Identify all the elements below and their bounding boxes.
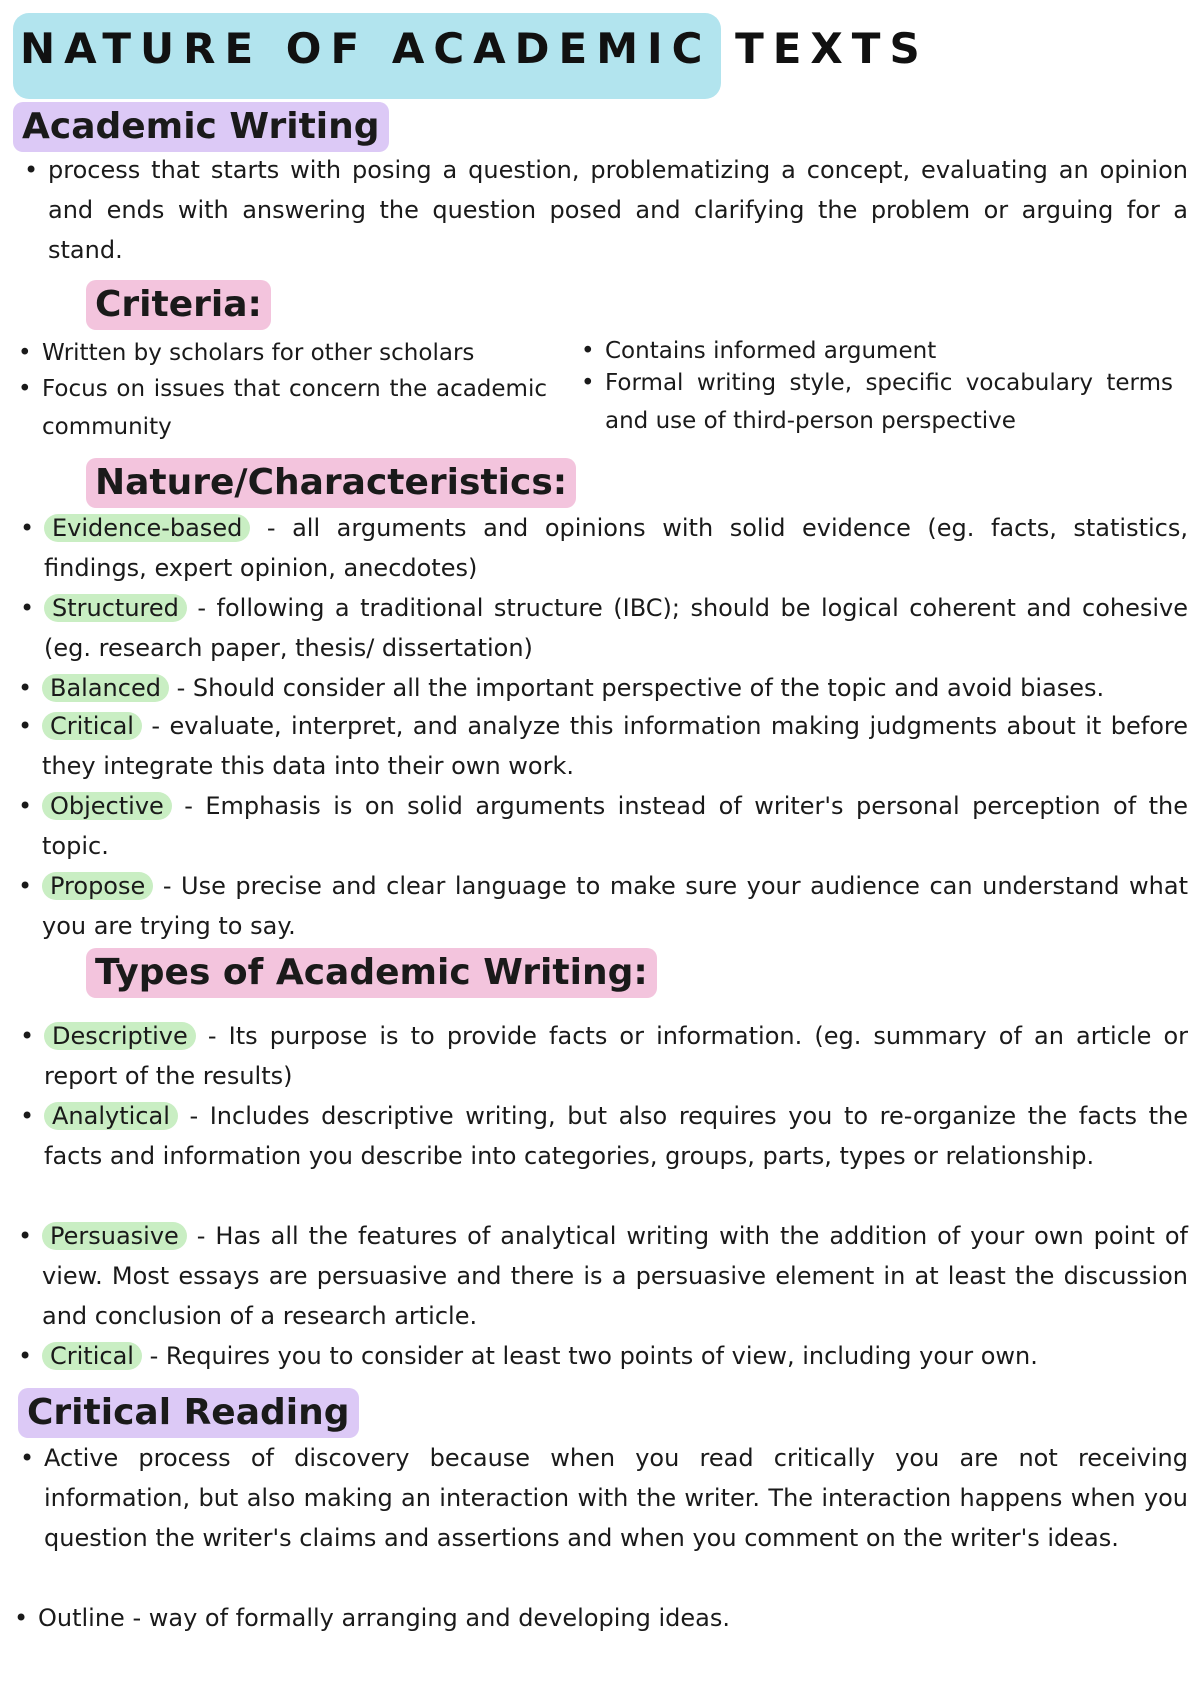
bullet-icon: • <box>581 370 595 396</box>
criteria-text: Contains informed argument <box>605 338 937 364</box>
item-description: - all arguments and opinions with solid evidence (eg. facts, statistics, findings, expert opinion, anecdotes) <box>44 514 1188 582</box>
highlighted-term: Critical <box>42 1342 142 1370</box>
critical-reading-text: Outline - way of formally arranging and developing ideas. <box>38 1604 731 1632</box>
bullet-icon: • <box>18 872 33 900</box>
bullet-icon: • <box>18 1342 33 1370</box>
item-description: - Should consider all the important perspective of the topic and avoid biases. <box>168 674 1105 702</box>
bullet-icon: • <box>18 792 33 820</box>
bullet-icon: • <box>18 712 33 740</box>
heading-nature-characteristics: Nature/Characteristics: <box>86 458 576 508</box>
item-description: - Emphasis is on solid arguments instead of writer's personal perception of the topic. <box>42 792 1188 860</box>
definition-text: process that starts with posing a question, problematizing a concept, evaluating an opinion and ends with answering the question posed and clarifying the problem or arguing for a stand. <box>48 156 1188 264</box>
page-title: NATURE OF ACADEMIC TEXTS <box>20 24 929 73</box>
item-description: - Has all the features of analytical writing with the addition of your own point of view. Most essays are persuasive and there is a persuasive element in at least the discussion and conclusion of a research article. <box>42 1222 1188 1330</box>
bullet-icon: • <box>18 1222 33 1250</box>
types-item <box>20 1016 1188 1096</box>
criteria-text: Formal writing style, specific vocabulary terms and use of third-person perspective <box>605 370 1173 434</box>
highlighted-term: Propose <box>42 872 153 900</box>
item-description: - Includes descriptive writing, but also requires you to re-organize the facts the facts and information you describe into categories, groups, parts, types or relationship. <box>44 1102 1188 1170</box>
highlighted-term: Analytical <box>44 1102 178 1130</box>
highlighted-term: Objective <box>42 792 172 820</box>
heading-criteria: Criteria: <box>86 280 271 330</box>
bullet-icon: • <box>24 156 39 184</box>
types-item <box>18 1336 1188 1376</box>
bullet-icon: • <box>14 1604 29 1632</box>
types-item <box>18 1216 1188 1336</box>
nature-item <box>18 866 1188 946</box>
academic-writing-definition <box>24 150 1188 270</box>
highlighted-term: Evidence-based <box>44 514 250 542</box>
highlighted-term: Descriptive <box>44 1022 196 1050</box>
bullet-icon: • <box>581 338 595 364</box>
heading-types-of-academic-writing: Types of Academic Writing: <box>86 948 657 998</box>
bullet-icon: • <box>18 674 33 702</box>
criteria-text: Written by scholars for other scholars <box>42 340 475 366</box>
types-item <box>20 1096 1188 1176</box>
highlighted-term: Critical <box>42 712 142 740</box>
critical-reading-text: Active process of discovery because when you read critically you are not receiving information, but also making an interaction with the writer. The interaction happens when you question the writer's claims and assertions and when you comment on the writer's ideas. <box>44 1444 1188 1552</box>
heading-academic-writing: Academic Writing <box>13 102 389 152</box>
item-description: - following a traditional structure (IBC); should be logical coherent and cohesive (eg. research paper, thesis/ dissertation) <box>44 594 1188 662</box>
item-description: - Its purpose is to provide facts or information. (eg. summary of an article or report of the results) <box>44 1022 1188 1090</box>
item-description: - Use precise and clear language to make sure your audience can understand what you are trying to say. <box>42 872 1188 940</box>
criteria-left-item <box>18 370 547 446</box>
bullet-icon: • <box>20 1444 35 1472</box>
bullet-icon: • <box>20 1022 35 1050</box>
highlighted-term: Persuasive <box>42 1222 187 1250</box>
highlighted-term: Balanced <box>42 674 169 702</box>
highlighted-term: Structured <box>44 594 187 622</box>
nature-item <box>20 508 1188 588</box>
nature-item <box>18 786 1188 866</box>
bullet-icon: • <box>20 594 35 622</box>
criteria-left-item <box>18 334 547 372</box>
item-description: - Requires you to consider at least two points of view, including your own. <box>141 1342 1038 1370</box>
criteria-right-item <box>581 364 1173 440</box>
nature-item <box>18 668 1188 708</box>
bullet-icon: • <box>18 340 32 366</box>
bullet-icon: • <box>18 376 32 402</box>
nature-item <box>18 706 1188 786</box>
critical-reading-item <box>14 1598 1188 1638</box>
criteria-text: Focus on issues that concern the academic community <box>42 376 547 440</box>
item-description: - evaluate, interpret, and analyze this information making judgments about it before they integrate this data into their own work. <box>42 712 1188 780</box>
bullet-icon: • <box>20 514 35 542</box>
nature-item <box>20 588 1188 668</box>
critical-reading-item <box>20 1438 1188 1558</box>
heading-critical-reading: Critical Reading <box>18 1388 359 1438</box>
bullet-icon: • <box>20 1102 35 1130</box>
